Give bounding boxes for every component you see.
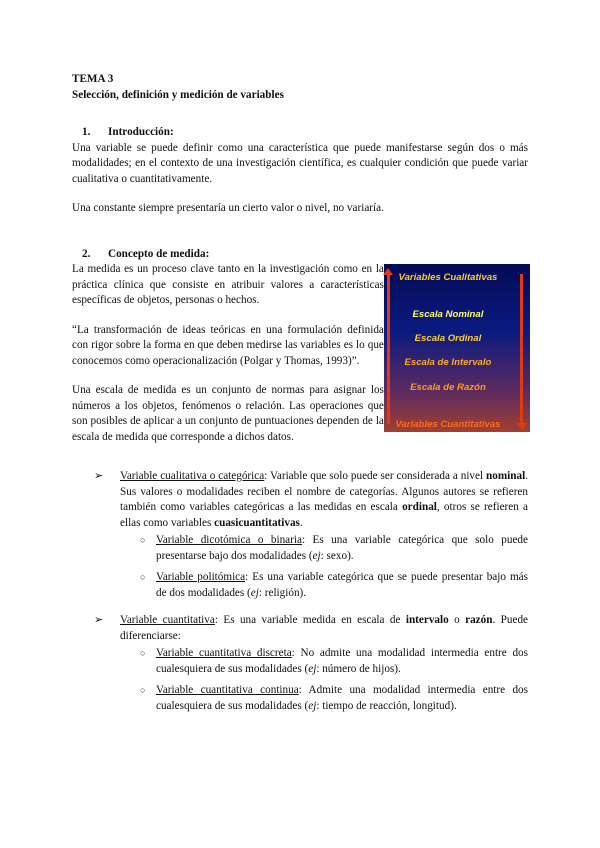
section-number: 2. bbox=[82, 247, 91, 260]
section-text-column bbox=[72, 262, 384, 445]
paragraph: Una constante siempre presentaría un cierto valor o nivel, no variaría. bbox=[72, 202, 384, 214]
paragraph: Una escala de medida es un conjunto de normas para asignar los números a los objetos, fenómenos o relación. Las operaciones que son posibles de aplicar a un conjunto de puntuaciones dependen de la escala de medida que corresponde a dichos datos. bbox=[72, 384, 384, 443]
circle-bullet-icon: ○ bbox=[140, 648, 146, 658]
list-item-cualitativa: ➢ Variable cualitativa o categórica: Variable que solo puede ser considerada a nivel nominal. Sus valores o modalidades reciben el nombre de categorías. Algunos autores se refieren también como variables categóricas a las medidas en escala ordinal, otros se refieren a ellas como variables cuasicuantitativas. ○ Variable dicotómica o binaria: Es una variable categórica que solo puede presentarse bajo dos modalidades (ej: sexo). ○ Variable politómica: Es una variable categórica que se puede presentar bajo más de dos modalidades (ej: religión). bbox=[84, 469, 528, 601]
circle-bullet-icon: ○ bbox=[140, 535, 146, 545]
topic-number: TEMA 3 bbox=[72, 73, 114, 85]
figure-label-nominal: Escala Nominal bbox=[412, 309, 484, 320]
document-page bbox=[72, 72, 528, 720]
circle-bullet-icon: ○ bbox=[140, 685, 146, 695]
sublist-item-politomica: ○ Variable politómica: Es una variable categórica que se puede presentar bajo más de dos modalidades (ej: religión). bbox=[140, 571, 528, 599]
paragraph: Una variable se puede definir como una característica que puede manifestarse según dos o más modalidades; en el contexto de una investigación científica, es cualquier condición que puede variar cualitativa o cuantitativamente. bbox=[72, 141, 528, 185]
measurement-scales-figure bbox=[384, 264, 530, 432]
section-title: Introducción: bbox=[108, 126, 174, 138]
sublist-item-dicotomica: ○ Variable dicotómica o binaria: Es una variable categórica que solo puede presentarse bajo dos modalidades (ej: sexo). bbox=[140, 534, 528, 562]
sublist bbox=[120, 533, 528, 601]
left-arrow-line bbox=[387, 274, 390, 424]
sublist-item-continua: ○ Variable cuantitativa continua: Admite una modalidad intermedia entre dos cualesquiera de sus modalidades (ej: tiempo de reacción, longitud). bbox=[140, 684, 528, 712]
right-arrow-line bbox=[520, 274, 523, 424]
circle-bullet-icon: ○ bbox=[140, 572, 146, 582]
section-heading-introduccion bbox=[82, 125, 528, 141]
variable-types-list bbox=[72, 469, 528, 714]
section-number: 1. bbox=[82, 126, 91, 138]
sublist-item-discreta: ○ Variable cuantitativa discreta: No admite una modalidad intermedia entre dos cualesquiera de sus modalidades (ej: número de hijos). bbox=[140, 647, 528, 675]
section-title: Concepto de medida: bbox=[108, 247, 210, 260]
sublist bbox=[120, 646, 528, 714]
paragraph: La medida es un proceso clave tanto en la investigación como en la práctica clínica que consiste en atribuir valores a características específicas de objetos, personas o hechos. bbox=[72, 263, 384, 306]
page-title: Selección, definición y medición de variables bbox=[72, 88, 284, 101]
list-item-cuantitativa: ➢ Variable cuantitativa: Es una variable medida en escala de intervalo o razón. Puede diferenciarse: ○ Variable cuantitativa discreta: No admite una modalidad intermedia entre dos cualesquiera de sus modalidades (ej: número de hijos). ○ Variable cuantitativa continua: Admite una modalidad intermedia entre dos cualesquiera de sus modalidades (ej: tiempo de reacción, longitud). bbox=[84, 613, 528, 714]
figure-label-top: Variables Cualitativas bbox=[398, 272, 498, 283]
term: Variable cuantitativa bbox=[120, 614, 215, 626]
arrow-down-icon bbox=[517, 423, 527, 430]
term: Variable cualitativa o categórica bbox=[120, 470, 265, 482]
figure-label-intervalo: Escala de Intervalo bbox=[404, 357, 492, 368]
section-body bbox=[72, 262, 528, 445]
section-heading-concepto-de-medida bbox=[82, 247, 528, 263]
arrow-bullet-icon: ➢ bbox=[94, 614, 104, 626]
figure-label-razon: Escala de Razón bbox=[410, 382, 486, 393]
figure-label-bottom: Variables Cuantitativas bbox=[395, 419, 501, 430]
arrow-bullet-icon: ➢ bbox=[94, 470, 104, 482]
figure-label-ordinal: Escala Ordinal bbox=[414, 333, 482, 344]
quote-paragraph: “La transformación de ideas teóricas en una formulación definida con rigor sobre la forma en que deben medirse las variables es lo que conocemos como operacionalización (Polgar y Thomas, 1993)”. bbox=[72, 323, 384, 367]
